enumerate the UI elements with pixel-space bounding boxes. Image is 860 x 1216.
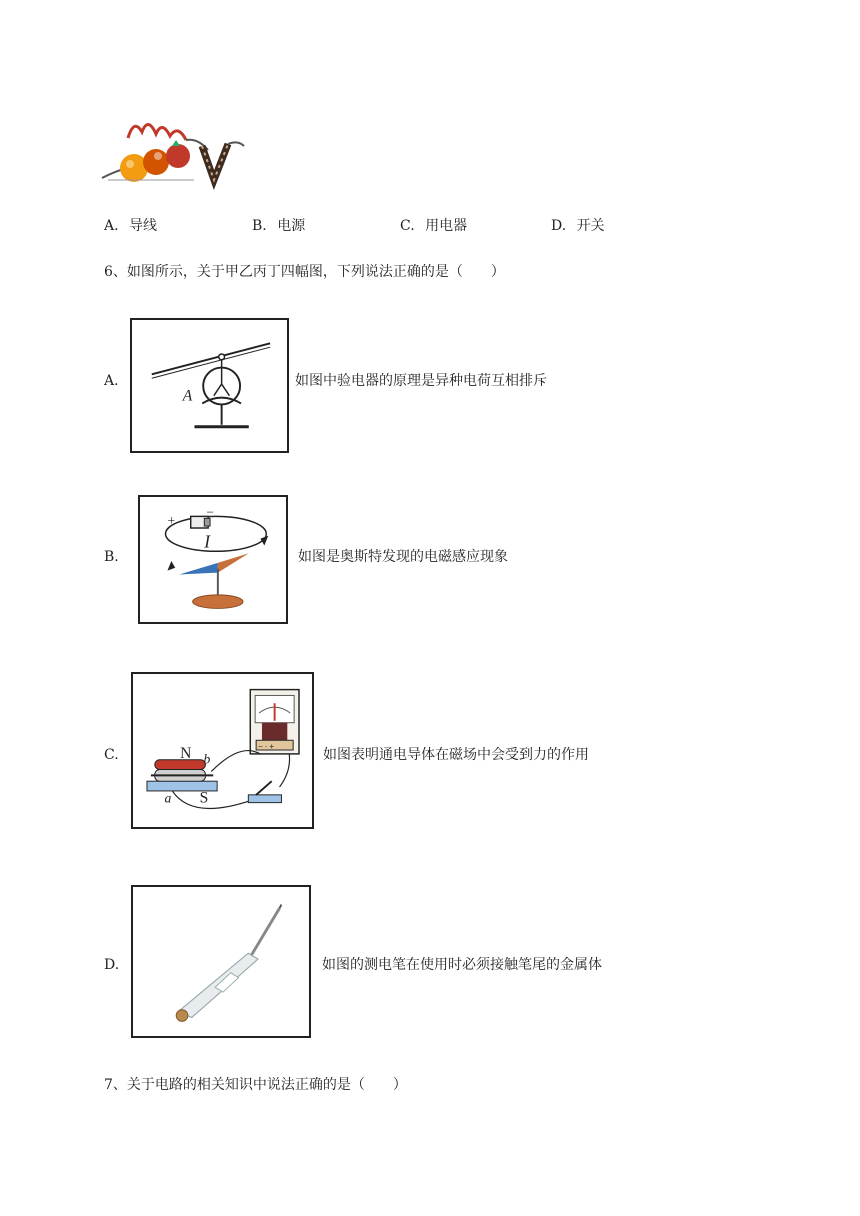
test-pencil-figure <box>131 885 311 1038</box>
option-key: B. <box>252 218 267 234</box>
point-a-label: a <box>164 790 172 806</box>
option-text: 电源 <box>277 218 306 234</box>
oersted-figure <box>138 495 288 624</box>
south-pole-label: S <box>199 789 209 807</box>
point-b-label: b <box>203 751 211 767</box>
q6-option-a-text: 如图中验电器的原理是异种电荷互相排斥 <box>295 373 547 389</box>
q6-option-c-text: 如图表明通电导体在磁场中会受到力的作用 <box>323 747 589 763</box>
option-key: D. <box>551 218 567 234</box>
electroscope-figure <box>130 318 289 453</box>
q6-option-c-key: C. <box>104 747 119 763</box>
fruit-battery-image <box>98 110 248 190</box>
q5-option-c <box>400 217 467 235</box>
q6-option-d-text: 如图的测电笔在使用时必须接触笔尾的金属体 <box>322 957 602 973</box>
option-text: 开关 <box>576 218 605 234</box>
negative-sign: − <box>206 504 214 520</box>
q6-stem: 6、如图所示，关于甲乙丙丁四幅图，下列说法正确的是（ ） <box>104 264 505 280</box>
svg-text:− · +: − · + <box>258 742 275 752</box>
q6-option-b-key: B. <box>104 549 119 565</box>
q6-option-a-key: A. <box>104 373 119 389</box>
q5-option-a <box>104 217 157 235</box>
option-text: 导线 <box>129 218 158 234</box>
q5-option-b <box>252 217 305 235</box>
positive-sign: + <box>167 513 176 529</box>
option-key: A. <box>104 218 119 234</box>
option-text: 用电器 <box>425 218 468 234</box>
q7-stem: 7、关于电路的相关知识中说法正确的是（ ） <box>104 1077 407 1093</box>
galvanometer-figure <box>131 672 314 829</box>
q6-option-b-text: 如图是奥斯特发现的电磁感应现象 <box>298 549 508 565</box>
current-label: I <box>204 531 211 552</box>
q5-option-d <box>551 217 605 235</box>
electroscope-label: A <box>182 387 193 405</box>
option-key: C. <box>400 218 415 234</box>
north-pole-label: N <box>180 744 192 762</box>
q6-option-d-key: D. <box>104 957 120 973</box>
